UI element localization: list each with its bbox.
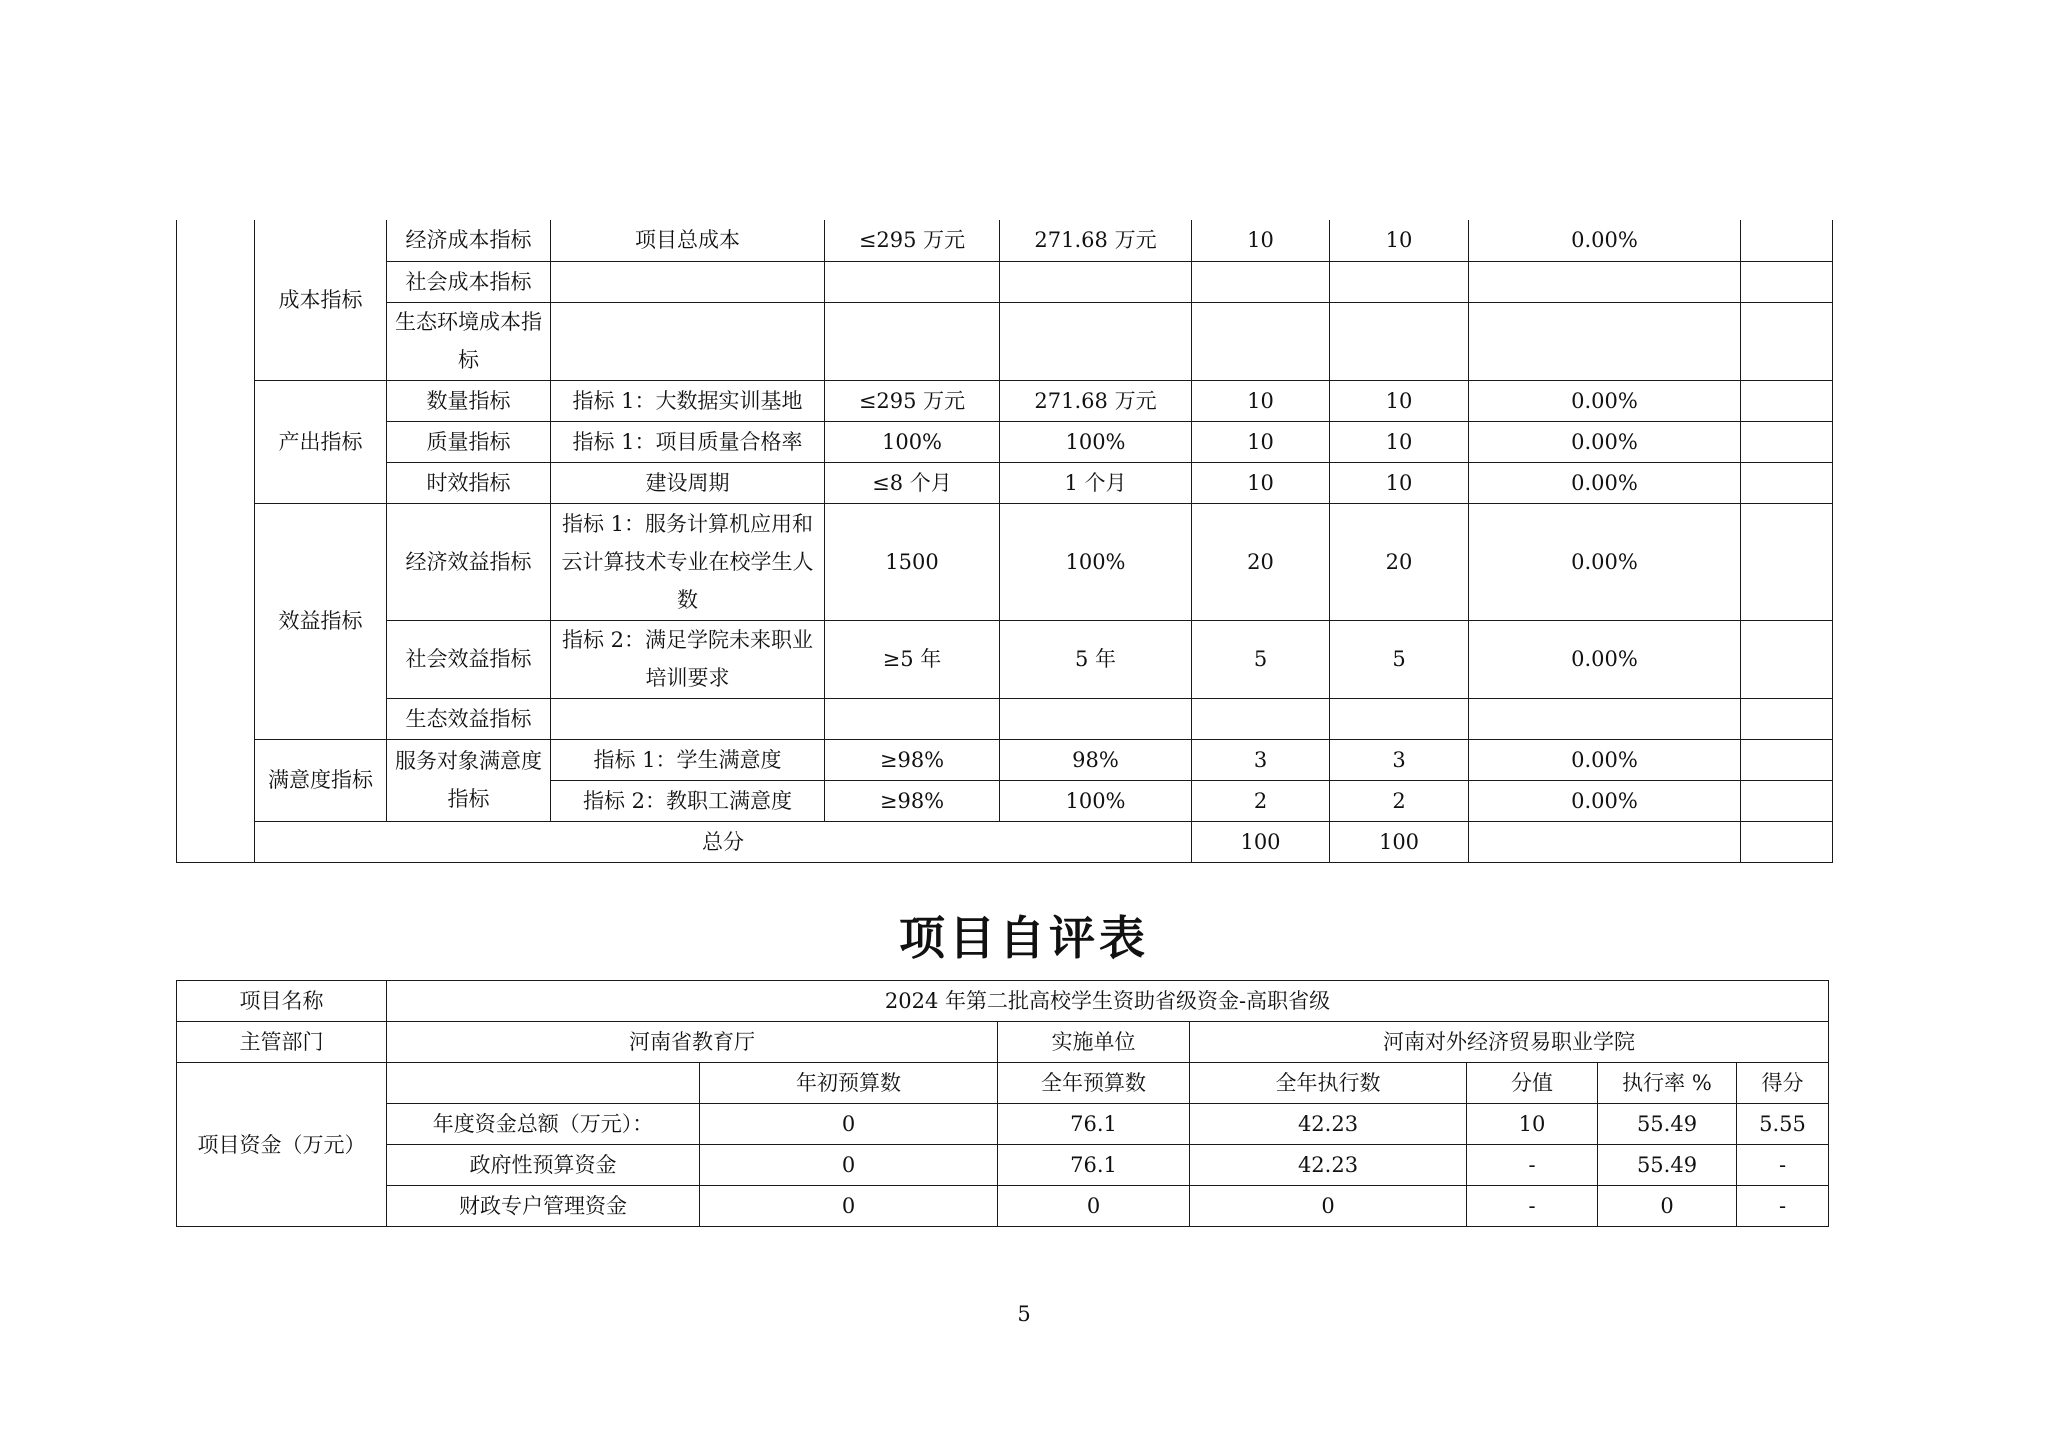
indicator-cell: 项目总成本 [551, 220, 825, 261]
value-cell: 76.1 [998, 1145, 1190, 1186]
score-cell: 10 [1330, 380, 1469, 421]
weight-cell [1192, 698, 1330, 739]
weight-cell: 5 [1192, 620, 1330, 698]
target-cell [825, 261, 1000, 302]
deviation-cell: 0.00% [1469, 780, 1741, 821]
actual-cell [1000, 261, 1192, 302]
weight-cell [1192, 261, 1330, 302]
self-eval-title: 项目自评表 [899, 911, 1149, 965]
remark-cell [1741, 620, 1833, 698]
value-cell: - [1737, 1186, 1829, 1227]
score-cell: 5 [1330, 620, 1469, 698]
sub-indicator-cell: 生态环境成本指标 [387, 302, 551, 380]
total-score-cell: 100 [1330, 821, 1469, 862]
header-cell: 得分 [1737, 1063, 1829, 1104]
header-cell: 执行率 % [1598, 1063, 1737, 1104]
value-cell: 0 [1598, 1186, 1737, 1227]
value-cell: 76.1 [998, 1104, 1190, 1145]
deviation-cell [1469, 302, 1741, 380]
value-cell: 42.23 [1190, 1145, 1467, 1186]
sub-indicator-cell: 经济成本指标 [387, 220, 551, 261]
project-name-row [177, 981, 1829, 1022]
funds-header-row [177, 1063, 1829, 1104]
deviation-cell: 0.00% [1469, 739, 1741, 780]
actual-cell [1000, 302, 1192, 380]
indicator-cell: 指标 1：服务计算机应用和云计算技术专业在校学生人数 [551, 503, 825, 620]
value-cell: 0 [700, 1104, 998, 1145]
group-cell: 产出指标 [255, 380, 387, 503]
dept-value: 河南省教育厅 [387, 1022, 998, 1063]
target-cell: ≤295 万元 [825, 380, 1000, 421]
actual-cell: 100% [1000, 421, 1192, 462]
weight-cell: 20 [1192, 503, 1330, 620]
value-cell: - [1737, 1145, 1829, 1186]
score-cell [1330, 302, 1469, 380]
weight-cell: 10 [1192, 220, 1330, 261]
weight-cell: 2 [1192, 780, 1330, 821]
funds-row [177, 1104, 1829, 1145]
score-cell: 10 [1330, 220, 1469, 261]
sub-indicator-cell: 质量指标 [387, 421, 551, 462]
remark-cell [1741, 302, 1833, 380]
total-remark-cell [1741, 821, 1833, 862]
header-cell [387, 1063, 700, 1104]
value-cell: 55.49 [1598, 1104, 1737, 1145]
indicator-cell: 建设周期 [551, 462, 825, 503]
funds-row [177, 1145, 1829, 1186]
target-cell: ≥98% [825, 780, 1000, 821]
project-name-value: 2024 年第二批高校学生资助省级资金-高职省级 [387, 981, 1829, 1022]
target-cell [825, 698, 1000, 739]
target-cell: ≥5 年 [825, 620, 1000, 698]
actual-cell: 100% [1000, 503, 1192, 620]
fund-type-cell: 政府性预算资金 [387, 1145, 700, 1186]
actual-cell: 1 个月 [1000, 462, 1192, 503]
weight-cell: 10 [1192, 380, 1330, 421]
group-cell: 效益指标 [255, 503, 387, 739]
remark-cell [1741, 220, 1833, 261]
table-row [177, 421, 1833, 462]
value-cell: - [1467, 1145, 1598, 1186]
weight-cell: 3 [1192, 739, 1330, 780]
total-label-cell: 总分 [255, 821, 1192, 862]
total-row [177, 821, 1833, 862]
remark-cell [1741, 380, 1833, 421]
sub-indicator-cell: 经济效益指标 [387, 503, 551, 620]
header-cell: 全年预算数 [998, 1063, 1190, 1104]
sub-indicator-cell: 社会效益指标 [387, 620, 551, 698]
header-cell: 全年执行数 [1190, 1063, 1467, 1104]
target-cell [825, 302, 1000, 380]
weight-cell [1192, 302, 1330, 380]
table-row [177, 739, 1833, 780]
actual-cell: 5 年 [1000, 620, 1192, 698]
dept-label: 主管部门 [177, 1022, 387, 1063]
funds-label: 项目资金（万元） [177, 1063, 387, 1227]
indicator-cell: 指标 1：大数据实训基地 [551, 380, 825, 421]
group-cell: 成本指标 [255, 220, 387, 380]
deviation-cell: 0.00% [1469, 462, 1741, 503]
table-row [177, 380, 1833, 421]
impl-label: 实施单位 [998, 1022, 1190, 1063]
impl-value: 河南对外经济贸易职业学院 [1190, 1022, 1829, 1063]
total-deviation-cell [1469, 821, 1741, 862]
page-number: 5 [1017, 1302, 1031, 1326]
sub-indicator-cell: 时效指标 [387, 462, 551, 503]
weight-cell: 10 [1192, 462, 1330, 503]
weight-cell: 10 [1192, 421, 1330, 462]
project-name-label: 项目名称 [177, 981, 387, 1022]
indicator-cell: 指标 2：教职工满意度 [551, 780, 825, 821]
header-cell: 分值 [1467, 1063, 1598, 1104]
table-row [177, 462, 1833, 503]
header-cell: 年初预算数 [700, 1063, 998, 1104]
score-cell [1330, 261, 1469, 302]
deviation-cell: 0.00% [1469, 380, 1741, 421]
score-cell: 10 [1330, 421, 1469, 462]
deviation-cell [1469, 261, 1741, 302]
value-cell: 10 [1467, 1104, 1598, 1145]
indicator-cell: 指标 1：学生满意度 [551, 739, 825, 780]
value-cell: 0 [998, 1186, 1190, 1227]
value-cell: 0 [1190, 1186, 1467, 1227]
actual-cell [1000, 698, 1192, 739]
value-cell: 55.49 [1598, 1145, 1737, 1186]
deviation-cell: 0.00% [1469, 503, 1741, 620]
remark-cell [1741, 698, 1833, 739]
deviation-cell: 0.00% [1469, 220, 1741, 261]
indicator-cell [551, 698, 825, 739]
remark-cell [1741, 780, 1833, 821]
sub-indicator-cell: 社会成本指标 [387, 261, 551, 302]
table-row [177, 620, 1833, 698]
actual-cell: 271.68 万元 [1000, 380, 1192, 421]
remark-cell [1741, 261, 1833, 302]
target-cell: 1500 [825, 503, 1000, 620]
actual-cell: 271.68 万元 [1000, 220, 1192, 261]
score-cell [1330, 698, 1469, 739]
table-row [177, 503, 1833, 620]
deviation-cell [1469, 698, 1741, 739]
indicator-cell [551, 302, 825, 380]
table-row [177, 302, 1833, 380]
target-cell: 100% [825, 421, 1000, 462]
indicator-cell [551, 261, 825, 302]
remark-cell [1741, 503, 1833, 620]
fund-type-cell: 财政专户管理资金 [387, 1186, 700, 1227]
funds-row [177, 1186, 1829, 1227]
target-cell: ≤8 个月 [825, 462, 1000, 503]
actual-cell: 98% [1000, 739, 1192, 780]
sub-indicator-cell: 服务对象满意度指标 [387, 739, 551, 821]
sub-indicator-cell: 生态效益指标 [387, 698, 551, 739]
remark-cell [1741, 462, 1833, 503]
deviation-cell: 0.00% [1469, 421, 1741, 462]
fund-type-cell: 年度资金总额（万元）： [387, 1104, 700, 1145]
deviation-cell: 0.00% [1469, 620, 1741, 698]
actual-cell: 100% [1000, 780, 1192, 821]
value-cell: 0 [700, 1145, 998, 1186]
score-cell: 2 [1330, 780, 1469, 821]
value-cell: 42.23 [1190, 1104, 1467, 1145]
score-cell: 3 [1330, 739, 1469, 780]
score-cell: 20 [1330, 503, 1469, 620]
value-cell: - [1467, 1186, 1598, 1227]
target-cell: ≥98% [825, 739, 1000, 780]
department-row [177, 1022, 1829, 1063]
table-row [177, 698, 1833, 739]
group-cell: 满意度指标 [255, 739, 387, 821]
table-row [177, 261, 1833, 302]
indicator-cell: 指标 1：项目质量合格率 [551, 421, 825, 462]
value-cell: 0 [700, 1186, 998, 1227]
value-cell: 5.55 [1737, 1104, 1829, 1145]
total-weight-cell: 100 [1192, 821, 1330, 862]
outer-category-cell [177, 220, 255, 862]
remark-cell [1741, 421, 1833, 462]
sub-indicator-cell: 数量指标 [387, 380, 551, 421]
self-eval-table [176, 980, 1829, 1227]
target-cell: ≤295 万元 [825, 220, 1000, 261]
indicator-cell: 指标 2：满足学院未来职业培训要求 [551, 620, 825, 698]
performance-table [176, 220, 1833, 863]
score-cell: 10 [1330, 462, 1469, 503]
table-row [177, 220, 1833, 261]
remark-cell [1741, 739, 1833, 780]
